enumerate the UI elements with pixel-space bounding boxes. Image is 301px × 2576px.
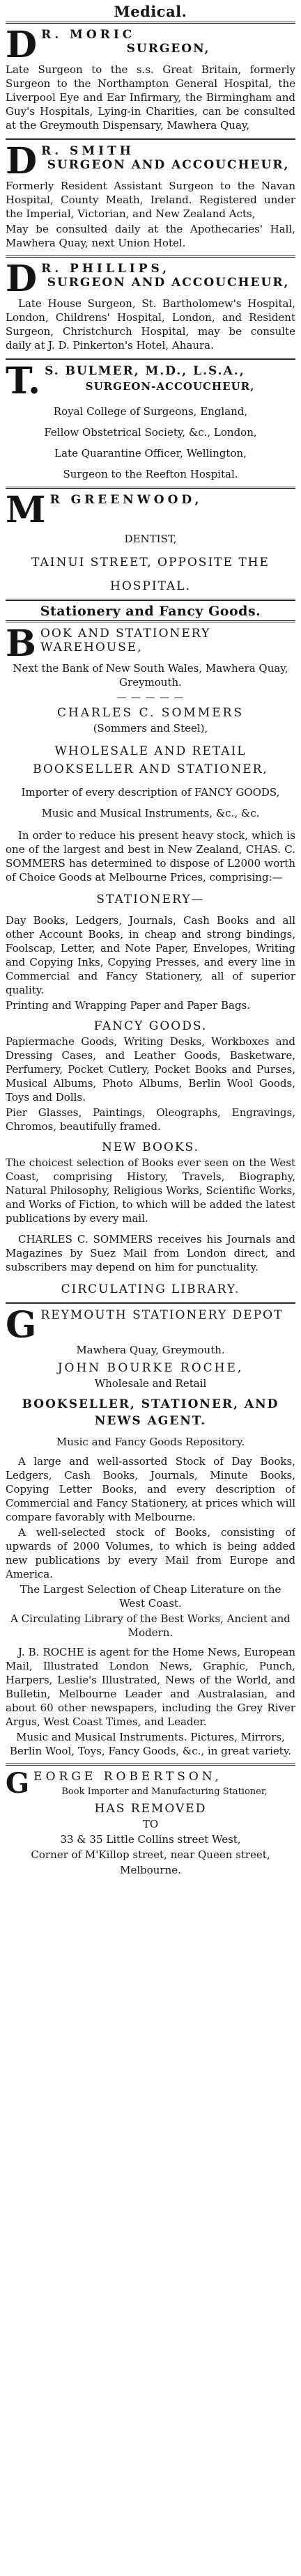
ad-line: HAS REMOVED [94,1802,207,1816]
ad-line: Surgeon to the Reefton Hospital. [63,468,238,480]
ad-dr-phillips [6,258,295,352]
ad-name-sub: Wholesale and Retail [94,1377,207,1390]
ad-body: In order to reduce his present heavy stock, which is one of the largest and best in New Zealand, CHAS. C. SOMMERS has determined to dispose of L2000 worth of Choice Goods at Melbourne Prices, comprising:— [6,829,295,883]
drop-cap: T. [6,360,41,402]
ad-body: CHARLES C. SOMMERS receives his Journals and Magazines by Suez Mail from London direct, and subscribers may depend on him for punctuality. [6,1233,295,1273]
ad-sommers [6,622,295,1296]
section-heading-stationery: Stationery and Fancy Goods. [40,604,261,619]
ad-body: May be consulted daily at the Apothecaries' Hall, Mawhera Quay, next Union Hotel. [6,223,295,249]
ad-intro: OOK AND STATIONERY WAREHOUSE, [40,627,211,654]
ad-intro: REYMOUTH STATIONERY DEPOT [40,1308,284,1322]
ad-greenwood [6,489,295,593]
ad-body: Printing and Wrapping Paper and Paper Bags. [6,999,251,1012]
divider-dashes: — — — — — [116,692,185,703]
ad-line: Fellow Obstetrical Society, &c., London, [44,426,257,439]
ad-name: S. BULMER, M.D., L.S.A., [45,364,245,378]
ad-subhead: CIRCULATING LIBRARY. [61,1282,240,1296]
ad-body: Formerly Resident Assistant Surgeon to the Navan Hospital, County Meath, Ireland. Registered under the Imperial, Victorian, and New Zealand Acts, [6,180,295,220]
ad-subhead: NEW BOOKS. [102,1140,199,1154]
drop-cap: D [6,140,38,182]
drop-cap: B [6,622,36,665]
ad-name: EORGE ROBERTSON, [33,1770,222,1784]
ad-body: Papiermache Goods, Writing Desks, Workboxes and Dressing Cases, and Leather Goods, Basketware, Perfumery, Pocket Cutlery, Pocket Books and Purses, Musical Albums, Photo Albums, Berlin Wool Goods, Toys and Dolls. [6,1035,295,1104]
ad-trade: BOOKSELLER, STATIONER, AND NEWS AGENT. [22,1397,279,1428]
ad-body: Late House Surgeon, St. Bartholomew's Hospital, London, Childrens' Hospital, London, and Resident Surgeon, Christchurch Hospital, may be consulte daily at J. D. Pinkerton's Hotel, Ahaura. [6,297,295,352]
ad-line: HOSPITAL. [110,579,191,593]
ad-trade: Music and Musical Instruments, &c., &c. [41,807,260,819]
ad-robertson [6,1767,295,1877]
ad-name: JOHN BOURKE ROCHE, [57,1361,244,1375]
ad-title: SURGEON AND ACCOUCHEUR, [47,276,290,290]
ad-body: Music and Musical Instruments. Pictures, Mirrors, Berlin Wool, Toys, Fancy Goods, &c., in great variety. [9,1731,292,1757]
ad-line: Book Importer and Manufacturing Stationer, [61,1786,268,1797]
ad-name-sub: (Sommers and Steel), [93,722,208,735]
ad-name: CHARLES C. SOMMERS [56,706,245,720]
ad-name: R GREENWOOD, [49,493,203,507]
drop-cap: D [6,24,38,66]
divider [6,138,295,140]
divider [6,1764,295,1766]
ad-name: R. PHILLIPS, [41,262,171,276]
ad-intro-address: Mawhera Quay, Greymouth. [76,1344,225,1356]
divider [6,256,295,258]
ad-line: Late Quarantine Officer, Wellington, [54,447,247,460]
drop-cap: M [6,489,46,531]
ad-trade: Music and Fancy Goods Repository. [56,1436,245,1448]
drop-cap: G [6,1304,37,1346]
ad-name: R. MORIC [41,28,136,42]
ad-body: The choicest selection of Books ever seen on the West Coast, comprising History, Travels, Biography, Natural Philosophy, Religious Works, Scientific Works, and Works of Fiction, to which will be added the latest publications by every mail. [6,1156,295,1225]
newspaper-column [6,0,295,2576]
ad-body: A large and well-assorted Stock of Day Books, Ledgers, Cash Books, Journals, Minute Books, Copying Letter Books, and every description of Commercial and Fancy Stationery, at prices which will compare favorably with Melbourne. [6,1455,295,1523]
ad-line: Melbourne. [120,1864,181,1876]
section-heading-medical: Medical. [114,3,187,20]
drop-cap: G [6,1767,30,1800]
ad-line: Royal College of Surgeons, England, [53,405,248,418]
ad-line: Corner of M'Killop street, near Queen street, [31,1848,270,1861]
divider [6,599,295,601]
ad-line: TO [142,1818,159,1830]
ad-body: The Largest Selection of Cheap Literature on the West Coast. [20,1583,281,1610]
ad-title: SURGEON, [126,42,210,56]
ad-line: TAINUI STREET, OPPOSITE THE [31,556,270,570]
ad-body: J. B. ROCHE is agent for the Home News, European Mail, Illustrated London News, Graphic, Punch, Harpers, Leslie's Illustrated, News of the World, and Bulletin, Melbourne Leader and Australasian, and about 60 other newspapers, including the Grey River Argus, West Coast Times, and Leader. [6,1646,295,1728]
ad-bulmer [6,360,295,481]
ad-body: Day Books, Ledgers, Journals, Cash Books and all other Account Books, in cheap and strong bindings, Foolscap, Letter, and Note Paper, Envelopes, Writing and Copying Inks, Copying Presses, and every line in Commercial and Fancy Stationery, all of superior quality. [6,914,295,996]
ad-dr-moric [6,24,295,132]
ad-line: 33 & 35 Little Collins street West, [60,1833,241,1846]
ad-roche [6,1304,295,1758]
ad-trade: WHOLESALE AND RETAIL BOOKSELLER AND STATIONER, [33,744,268,776]
ad-body: Pier Glasses, Paintings, Oleographs, Engravings, Chromos, beautifully framed. [6,1106,295,1133]
ad-body: Late Surgeon to the s.s. Great Britain, formerly Surgeon to the Northampton General Hospital, the Liverpool Eye and Ear Infirmary, the Birmingham and Guy's Hospitals, Lying-in Charities, can be consulted at the Greymouth Dispensary, Mawhera Quay, [6,63,295,132]
ad-name: R. SMITH [41,144,134,158]
ad-subhead: STATIONERY— [96,893,205,906]
ad-title: SURGEON AND ACCOUCHEUR, [47,158,290,172]
ad-dr-smith [6,140,295,250]
ad-body: A Circulating Library of the Best Works, Ancient and Modern. [10,1612,291,1639]
divider [6,1302,295,1304]
ad-subhead: FANCY GOODS. [93,1019,208,1033]
ad-title: SURGEON-ACCOUCHEUR, [85,380,255,393]
divider [6,487,295,489]
ad-title: DENTIST, [124,533,177,545]
divider [6,22,295,24]
ad-trade: Importer of every description of FANCY GOODS, [21,786,280,799]
drop-cap: D [6,258,38,300]
ad-body: A well-selected stock of Books, consisting of upwards of 2000 Volumes, to which is being added new publications by every Mail from Europe and America. [6,1526,295,1580]
ad-intro-address: Next the Bank of New South Wales, Mawhera Quay, Greymouth. [13,662,288,689]
divider [6,358,295,360]
divider [6,620,295,622]
